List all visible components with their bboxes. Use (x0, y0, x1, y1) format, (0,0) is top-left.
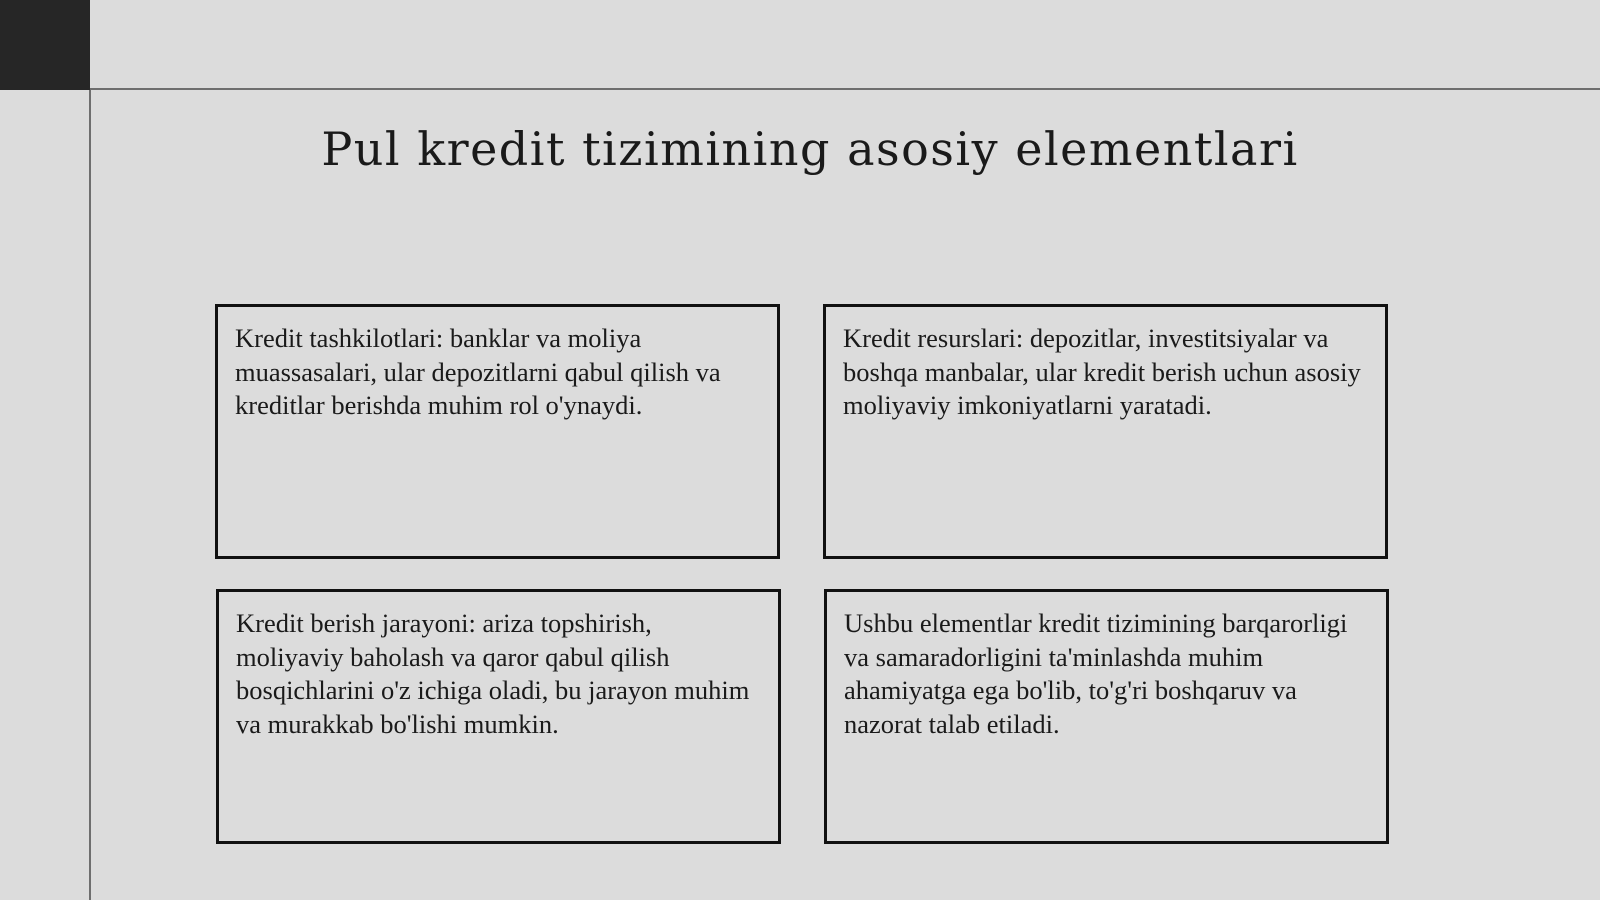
content-box-credit-resources (823, 304, 1388, 559)
content-box-text: Kredit tashkilotlari: banklar va moliya muassasalari, ular depozitlarni qabul qilish va kreditlar berishda muhim rol o'ynaydi. (235, 323, 721, 420)
corner-decoration (0, 0, 90, 90)
content-box-conclusion (824, 589, 1389, 844)
content-box-text: Kredit berish jarayoni: ariza topshirish, moliyaviy baholash va qaror qabul qilish bosqichlarini o'z ichiga oladi, bu jarayon muhim va murakkab bo'lishi mumkin. (236, 608, 750, 739)
top-divider (90, 88, 1600, 90)
slide-title: Pul kredit tizimining asosiy elementlari (321, 122, 1299, 176)
left-divider (89, 90, 91, 900)
content-box-credit-organizations (215, 304, 780, 559)
content-box-text: Ushbu elementlar kredit tizimining barqarorligi va samaradorligini ta'minlashda muhim ahamiyatga ega bo'lib, to'g'ri boshqaruv va nazorat talab etiladi. (844, 608, 1348, 739)
content-box-credit-process (216, 589, 781, 844)
content-box-text: Kredit resurslari: depozitlar, investitsiyalar va boshqa manbalar, ular kredit berish uchun asosiy moliyaviy imkoniyatlarni yaratadi. (843, 323, 1361, 420)
